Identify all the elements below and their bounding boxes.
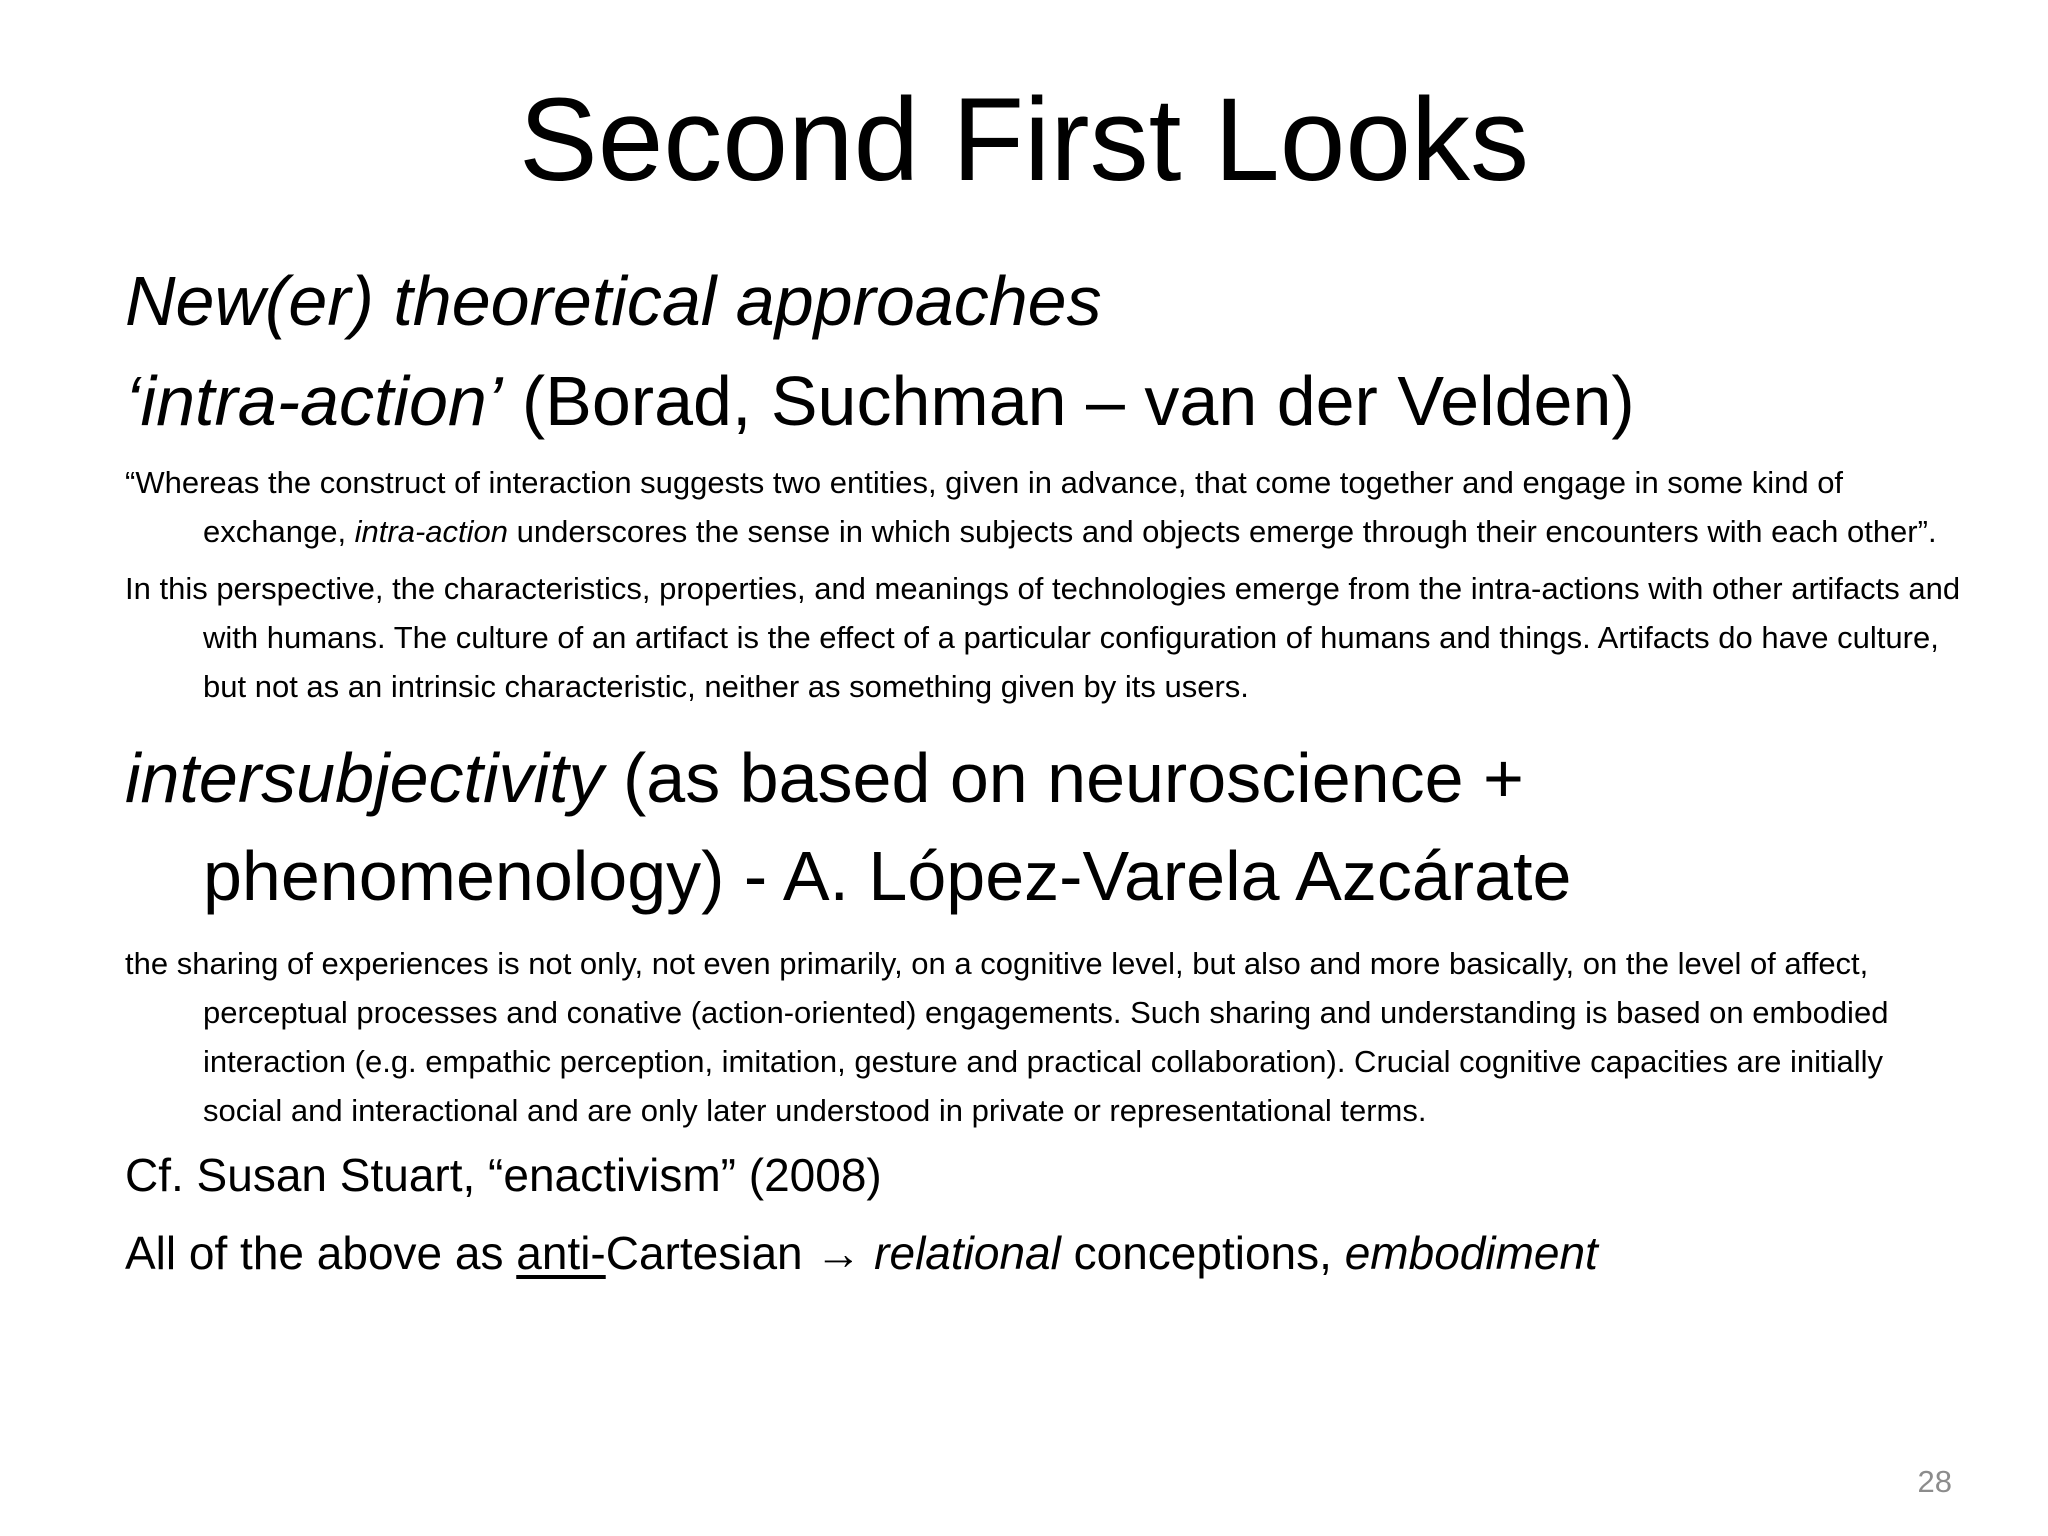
conceptions-word: conceptions, bbox=[1060, 1227, 1345, 1279]
heading-intersubjectivity bbox=[125, 729, 1965, 925]
intersubjectivity-term: intersubjectivity bbox=[125, 739, 604, 817]
relational-word: relational bbox=[874, 1227, 1061, 1279]
page-number: 28 bbox=[1917, 1464, 1952, 1499]
slide-body bbox=[125, 252, 1965, 1305]
sharing-paragraph: the sharing of experiences is not only, not even primarily, on a cognitive level, but also and more basically, on the level of affect, perceptual processes and conative (action-oriented) engagements. Such sharing and understanding is based on embodied interaction (e.g. empathic perception, imitation, gesture and practical collaboration). Crucial cognitive capacities are initially social and interactional and are only later understood in private or representational terms. bbox=[125, 946, 1889, 1128]
quote-italic-term: intra-action bbox=[354, 514, 509, 549]
cf-reference: Cf. Susan Stuart, “enactivism” (2008) bbox=[125, 1149, 882, 1201]
intra-action-term: ‘intra-action’ bbox=[125, 362, 503, 440]
slide-title: Second First Looks bbox=[518, 74, 1530, 206]
quote-part1: “Whereas the construct of interaction suggests two entities, given in advance, that come together and engage in some kind of exchange, bbox=[125, 465, 1844, 549]
quote-paragraph bbox=[125, 458, 1965, 556]
anti-underlined: anti- bbox=[516, 1227, 606, 1279]
cartesian-word: Cartesian bbox=[605, 1227, 816, 1279]
conclusion-prefix: All of the above as bbox=[125, 1227, 517, 1279]
perspective-paragraph: In this perspective, the characteristics, properties, and meanings of technologies emerge from the intra-actions with other artifacts and with humans. The culture of an artifact is the effect of a particular configuration of humans and things. Artifacts do have culture, but not as an intrinsic characteristic, neither as something given by its users. bbox=[125, 571, 1961, 704]
heading-intra-action bbox=[125, 352, 1965, 450]
embodiment-word: embodiment bbox=[1344, 1227, 1598, 1279]
intra-action-authors: (Borad, Suchman – van der Velden) bbox=[502, 362, 1635, 440]
quote-part2: underscores the sense in which subjects and objects emerge through their encounters with each other”. bbox=[508, 514, 1937, 549]
heading-approaches bbox=[125, 252, 1965, 350]
intersubjectivity-source: (as based on neuroscience + phenomenology) - A. López-Varela Azcárate bbox=[203, 739, 1572, 915]
arrow-right-icon: → bbox=[815, 1227, 862, 1279]
conclusion-line bbox=[125, 1223, 1965, 1283]
heading-approaches-text: New(er) theoretical approaches bbox=[125, 262, 1102, 340]
